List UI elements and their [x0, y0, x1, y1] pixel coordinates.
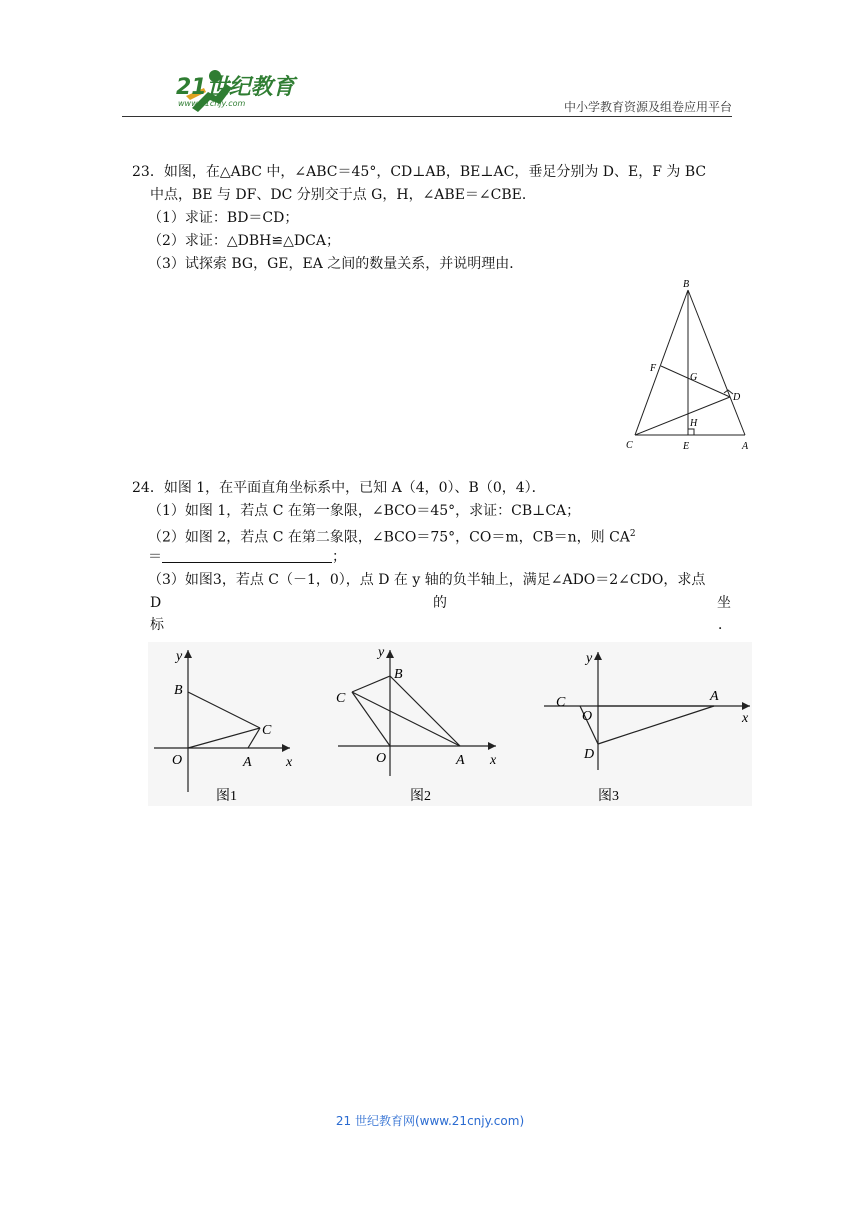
platform-name: 中小学教育资源及组卷应用平台	[563, 100, 732, 114]
footer-text[interactable]: 21 世纪教育网(www.21cnjy.com)	[335, 1114, 525, 1128]
label-A: A	[742, 441, 749, 452]
figures-background	[148, 642, 752, 806]
fig3-D: D	[584, 747, 595, 762]
q24-part3-word4: 标	[150, 617, 164, 633]
label-B: B	[683, 279, 690, 290]
fig1-B: B	[174, 683, 183, 698]
fig1-C: C	[262, 723, 272, 738]
fig3-A: A	[710, 689, 719, 704]
q24-part3: （3）如图3，若点 C（－1，0），点 D 在 y 轴的负半轴上，满足∠ADO＝2∠CDO，求点	[148, 572, 706, 588]
fig2-y: y	[378, 645, 385, 660]
q23-figure	[620, 276, 760, 456]
fig1-caption: 图1	[216, 789, 237, 804]
label-F: F	[650, 363, 657, 374]
q24-part3-word2: 的	[433, 595, 447, 611]
fig2-B: B	[394, 667, 403, 682]
fig2-A: A	[456, 753, 465, 768]
q24-part1: （1）如图 1，若点 C 在第一象限，∠BCO＝45°，求证：CB⊥CA；	[148, 503, 581, 519]
q23-part1: （1）求证：BD＝CD；	[148, 210, 299, 226]
fig1-A: A	[243, 755, 252, 770]
fig2-O: O	[376, 751, 387, 766]
header-divider	[122, 116, 732, 117]
fig3-O: O	[582, 709, 593, 724]
q24-part3-word1: D	[150, 595, 162, 611]
label-C: C	[626, 440, 633, 451]
q24-part3-word5: ．	[718, 617, 732, 633]
answer-blank[interactable]	[162, 548, 332, 563]
logo-title: 21世纪教育	[176, 75, 295, 100]
fig2-caption: 图2	[410, 789, 431, 804]
fig3-y: y	[586, 651, 593, 666]
label-D: D	[733, 392, 741, 403]
q24-part2-answer: ＝ ；	[148, 549, 346, 565]
fig3-C: C	[556, 695, 566, 710]
q24-line1: 24．如图 1，在平面直角坐标系中，已知 A（4，0）、B（0，4）．	[132, 480, 546, 496]
fig1-O: O	[172, 753, 183, 768]
fig1-x: x	[286, 755, 293, 770]
q24-figures	[148, 642, 752, 806]
q24-part2: （2）如图 2，若点 C 在第二象限，∠BCO＝75°，CO＝m，CB＝n，则 $CA^2$	[148, 529, 636, 546]
logo-url: www.21cnjy.com	[178, 99, 246, 108]
label-G: G	[690, 372, 698, 383]
label-H: H	[690, 418, 698, 429]
q24-part3-word3: 坐	[717, 595, 731, 611]
label-E: E	[683, 441, 690, 452]
fig1-y: y	[176, 649, 183, 664]
fig3-caption: 图3	[598, 789, 619, 804]
q23-line2: 中点，BE 与 DF、DC 分别交于点 G，H，∠ABE＝∠CBE．	[150, 187, 536, 203]
fig2-C: C	[336, 691, 346, 706]
fig3-x: x	[742, 711, 749, 726]
q23-part3: （3）试探索 BG，GE，EA 之间的数量关系，并说明理由．	[148, 256, 524, 272]
q23-part2: （2）求证：△DBH≌△DCA；	[148, 233, 340, 249]
fig2-x: x	[490, 753, 497, 768]
q23-line1: 23．如图，在△ABC 中，∠ABC＝45°，CD⊥AB，BE⊥AC，垂足分别为 D、E，F 为 BC	[132, 164, 707, 180]
